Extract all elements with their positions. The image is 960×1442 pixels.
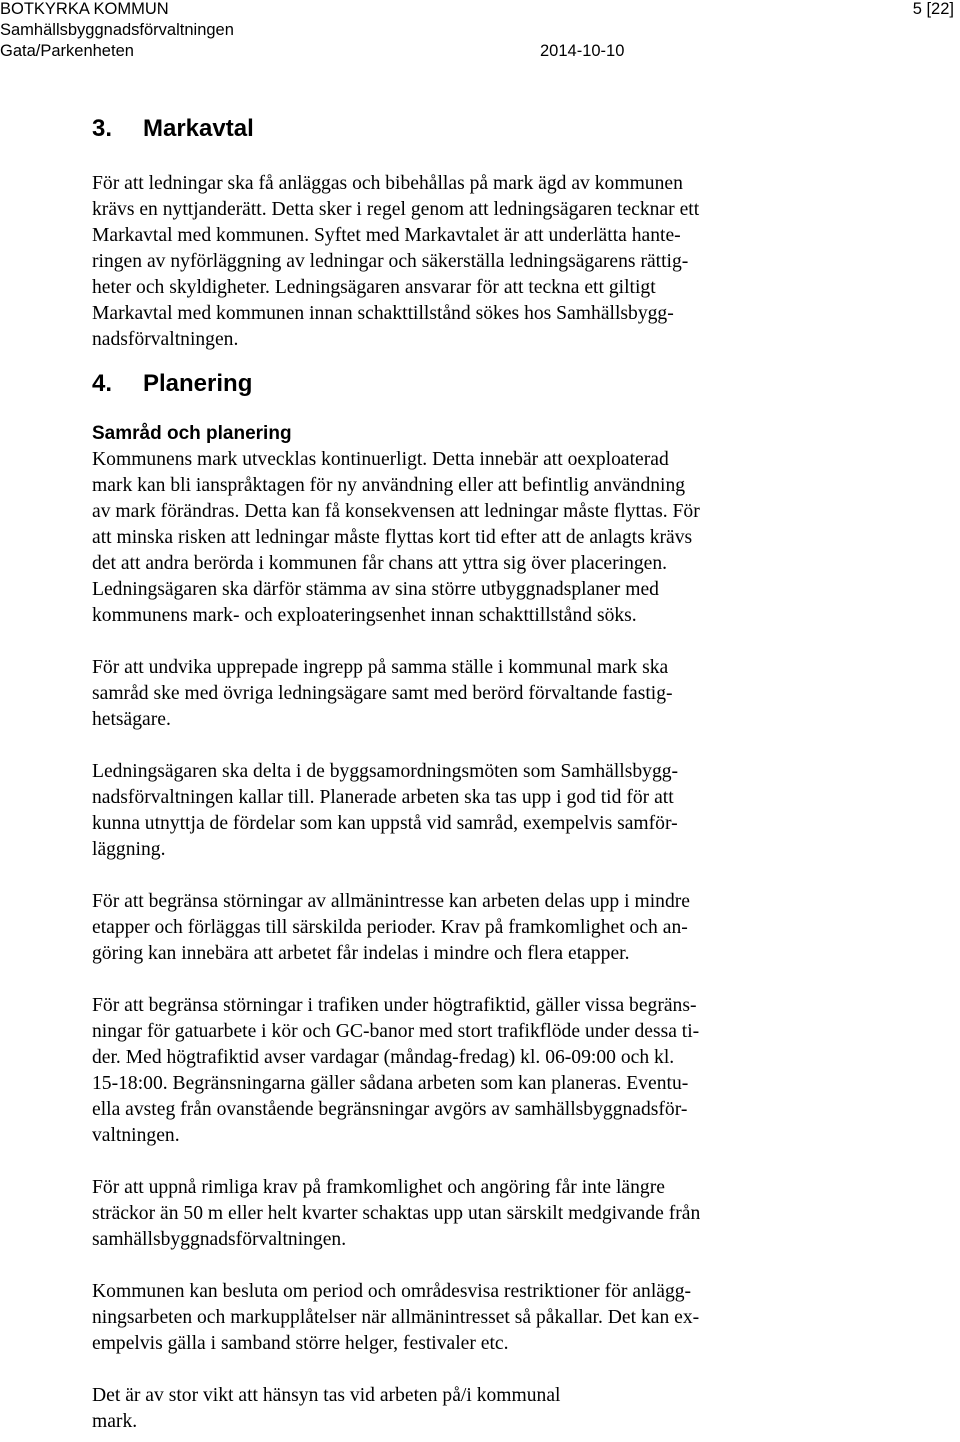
text-line: ringen av nyförläggning av ledningar och säkerställa ledningsägarens rättig- <box>92 251 689 272</box>
section-3-number: 3. <box>92 115 113 142</box>
text-line: etapper och förläggas till särskilda perioder. Krav på framkomlighet och an- <box>92 917 688 938</box>
section-4-number: 4. <box>92 370 113 397</box>
text-line: Kommunen kan besluta om period och områdesvisa restriktioner för anlägg- <box>92 1281 692 1302</box>
text-line: För att ledningar ska få anläggas och bibehållas på mark ägd av kommunen <box>92 173 683 194</box>
text-line: ella avsteg från ovanstående begränsningar avgörs av samhällsbyggnadsför- <box>92 1099 688 1120</box>
text-line: Det är av stor vikt att hänsyn tas vid arbeten på/i kommunal <box>92 1385 561 1406</box>
text-line: mark. <box>92 1411 138 1432</box>
section-4-heading <box>92 368 942 400</box>
text-line: heter och skyldigheter. Ledningsägaren ansvarar för att teckna ett giltigt <box>92 277 656 298</box>
paragraph <box>92 889 942 967</box>
paragraph <box>92 759 942 863</box>
paragraph <box>92 1175 942 1253</box>
text-line: Kommunens mark utvecklas kontinuerligt. Detta innebär att oexploaterad <box>92 449 669 470</box>
section-3-title: Markavtal <box>143 115 254 142</box>
text-line: Ledningsägaren ska därför stämma av sina större utbyggnadsplaner med <box>92 579 659 600</box>
text-line: För att begränsa störningar av allmänintresse kan arbeten delas upp i mindre <box>92 891 690 912</box>
paragraph <box>92 993 942 1149</box>
header-date: 2014-10-10 <box>540 42 625 60</box>
text-line: 15-18:00. Begränsningarna gäller sådana arbeten som kan planeras. Eventu- <box>92 1073 689 1094</box>
text-line: empelvis gälla i samband större helger, festivaler etc. <box>92 1333 509 1354</box>
text-line: Markavtal med kommunen. Syftet med Markavtalet är att underlätta hante- <box>92 225 681 246</box>
text-line: der. Med högtrafiktid avser vardagar (måndag-fredag) kl. 06-09:00 och kl. <box>92 1047 675 1068</box>
paragraph <box>92 1279 942 1357</box>
section-3-paragraph <box>92 171 942 353</box>
text-line: det att andra berörda i kommunen får chans att yttra sig över placeringen. <box>92 553 668 574</box>
subheading: Samråd och planering <box>92 423 292 444</box>
text-line: För att undvika upprepade ingrepp på samma ställe i kommunal mark ska <box>92 657 669 678</box>
text-line: valtningen. <box>92 1125 180 1146</box>
paragraph <box>92 1383 942 1435</box>
header-unit: Gata/Parkenheten <box>0 42 134 60</box>
document-body <box>92 113 942 1435</box>
text-line: krävs en nyttjanderätt. Detta sker i regel genom att ledningsägaren tecknar ett <box>92 199 700 220</box>
text-line: mark kan bli ianspråktagen för ny användning eller att befintlig användning <box>92 475 686 496</box>
text-line: nadsförvaltningen. <box>92 329 239 350</box>
header-organization: BOTKYRKA KOMMUN <box>0 0 169 18</box>
text-line: sträckor än 50 m eller helt kvarter schaktas upp utan särskilt medgivande från <box>92 1203 701 1224</box>
text-line: göring kan innebära att arbetet får indelas i mindre och flera etapper. <box>92 943 630 964</box>
text-line: För att begränsa störningar i trafiken under högtrafiktid, gäller vissa begräns- <box>92 995 697 1016</box>
text-line: Markavtal med kommunen innan schakttillstånd sökes hos Samhällsbygg- <box>92 303 674 324</box>
text-line: kunna utnyttja de fördelar som kan uppstå vid samråd, exempelvis samför- <box>92 813 678 834</box>
text-line: hetsägare. <box>92 709 171 730</box>
paragraph <box>92 655 942 733</box>
text-line: samråd ske med övriga ledningsägare samt med berörd förvaltande fastig- <box>92 683 673 704</box>
text-line: att minska risken att ledningar måste flyttas kort tid efter att de anlagts krävs <box>92 527 693 548</box>
section-3-heading <box>92 113 942 145</box>
header-department: Samhällsbyggnadsförvaltningen <box>0 21 234 39</box>
text-line: Ledningsägaren ska delta i de byggsamordningsmöten som Samhällsbygg- <box>92 761 679 782</box>
text-line: samhällsbyggnadsförvaltningen. <box>92 1229 347 1250</box>
page-number: 5 [22] <box>912 0 954 18</box>
text-line: av mark förändras. Detta kan få konsekvensen att ledningar måste flyttas. För <box>92 501 700 522</box>
text-line: kommunens mark- och exploateringsenhet innan schakttillstånd söks. <box>92 605 637 626</box>
text-line: nadsförvaltningen kallar till. Planerade arbeten ska tas upp i god tid för att <box>92 787 674 808</box>
text-line: läggning. <box>92 839 166 860</box>
text-line: ningsarbeten och markupplåtelser när allmänintresset så påkallar. Det kan ex- <box>92 1307 700 1328</box>
text-line: För att uppnå rimliga krav på framkomlighet och angöring får inte längre <box>92 1177 665 1198</box>
text-line: ningar för gatuarbete i kör och GC-banor med stort trafikflöde under dessa ti- <box>92 1021 700 1042</box>
paragraph <box>92 447 942 629</box>
section-4-title: Planering <box>143 370 253 397</box>
